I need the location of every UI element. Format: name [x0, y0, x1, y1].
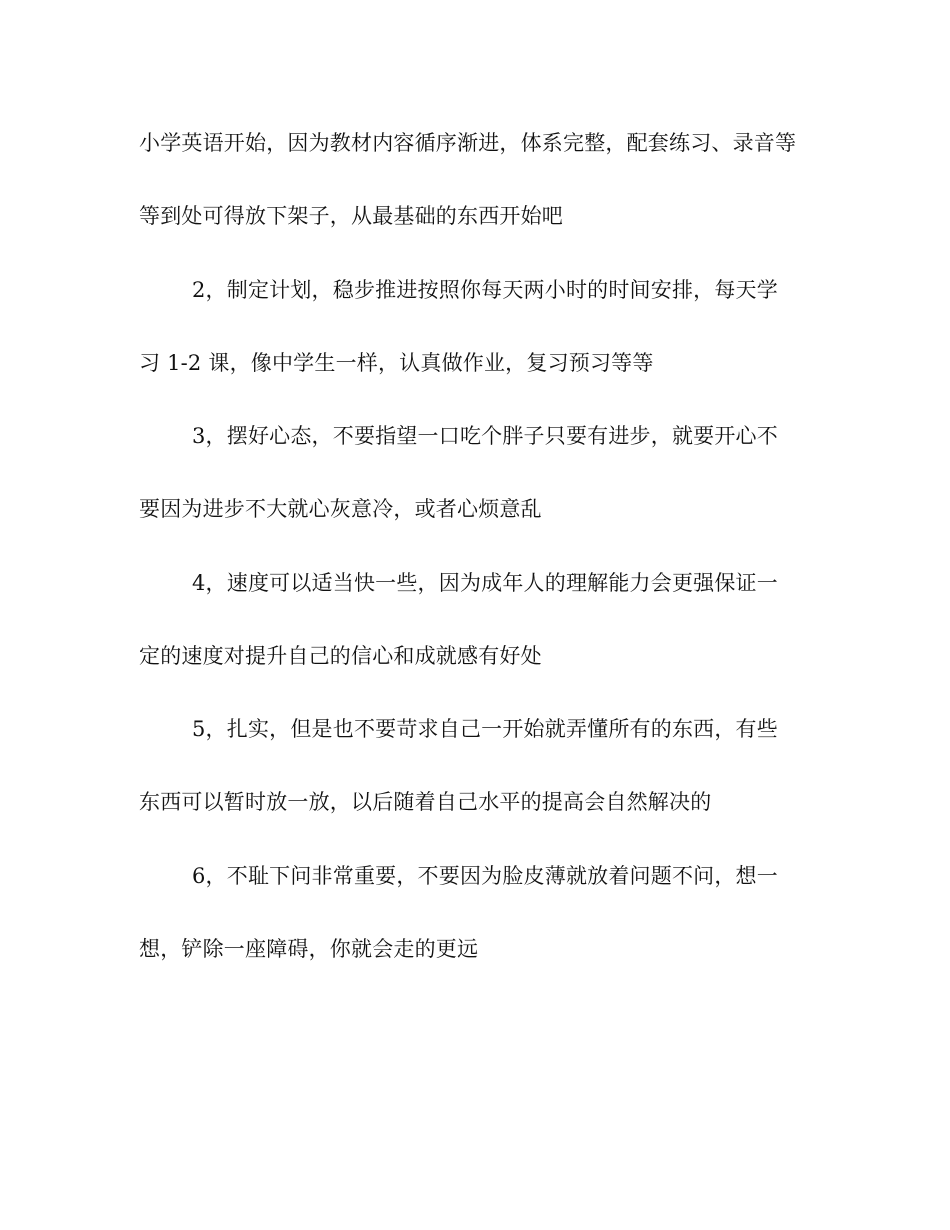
text-line-9: 5，扎实，但是也不要苛求自己一开始就弄懂所有的东西，有些: [192, 717, 778, 741]
text-line-8: 定的速度对提升自己的信心和成就感有好处: [139, 644, 542, 668]
text-line-12: 想，铲除一座障碍，你就会走的更远: [139, 937, 479, 961]
text-line-6: 要因为进步不大就心灰意冷，或者心烦意乱: [139, 497, 542, 521]
text-line-1: 小学英语开始，因为教材内容循序渐进，体系完整，配套练习、录音等: [139, 131, 797, 155]
text-line-4: 习 1-2 课，像中学生一样，认真做作业，复习预习等等: [139, 351, 654, 375]
text-line-10: 东西可以暂时放一放，以后随着自己水平的提高会自然解决的: [139, 790, 712, 814]
text-line-11: 6，不耻下问非常重要，不要因为脸皮薄就放着问题不问，想一: [192, 864, 778, 888]
text-line-3: 2，制定计划，稳步推进按照你每天两小时的时间安排，每天学: [192, 278, 778, 302]
text-line-5: 3，摆好心态，不要指望一口吃个胖子只要有进步，就要开心不: [192, 424, 778, 448]
text-line-7: 4，速度可以适当快一些，因为成年人的理解能力会更强保证一: [192, 571, 778, 595]
text-line-2: 等到处可得放下架子，从最基础的东西开始吧: [139, 204, 563, 228]
